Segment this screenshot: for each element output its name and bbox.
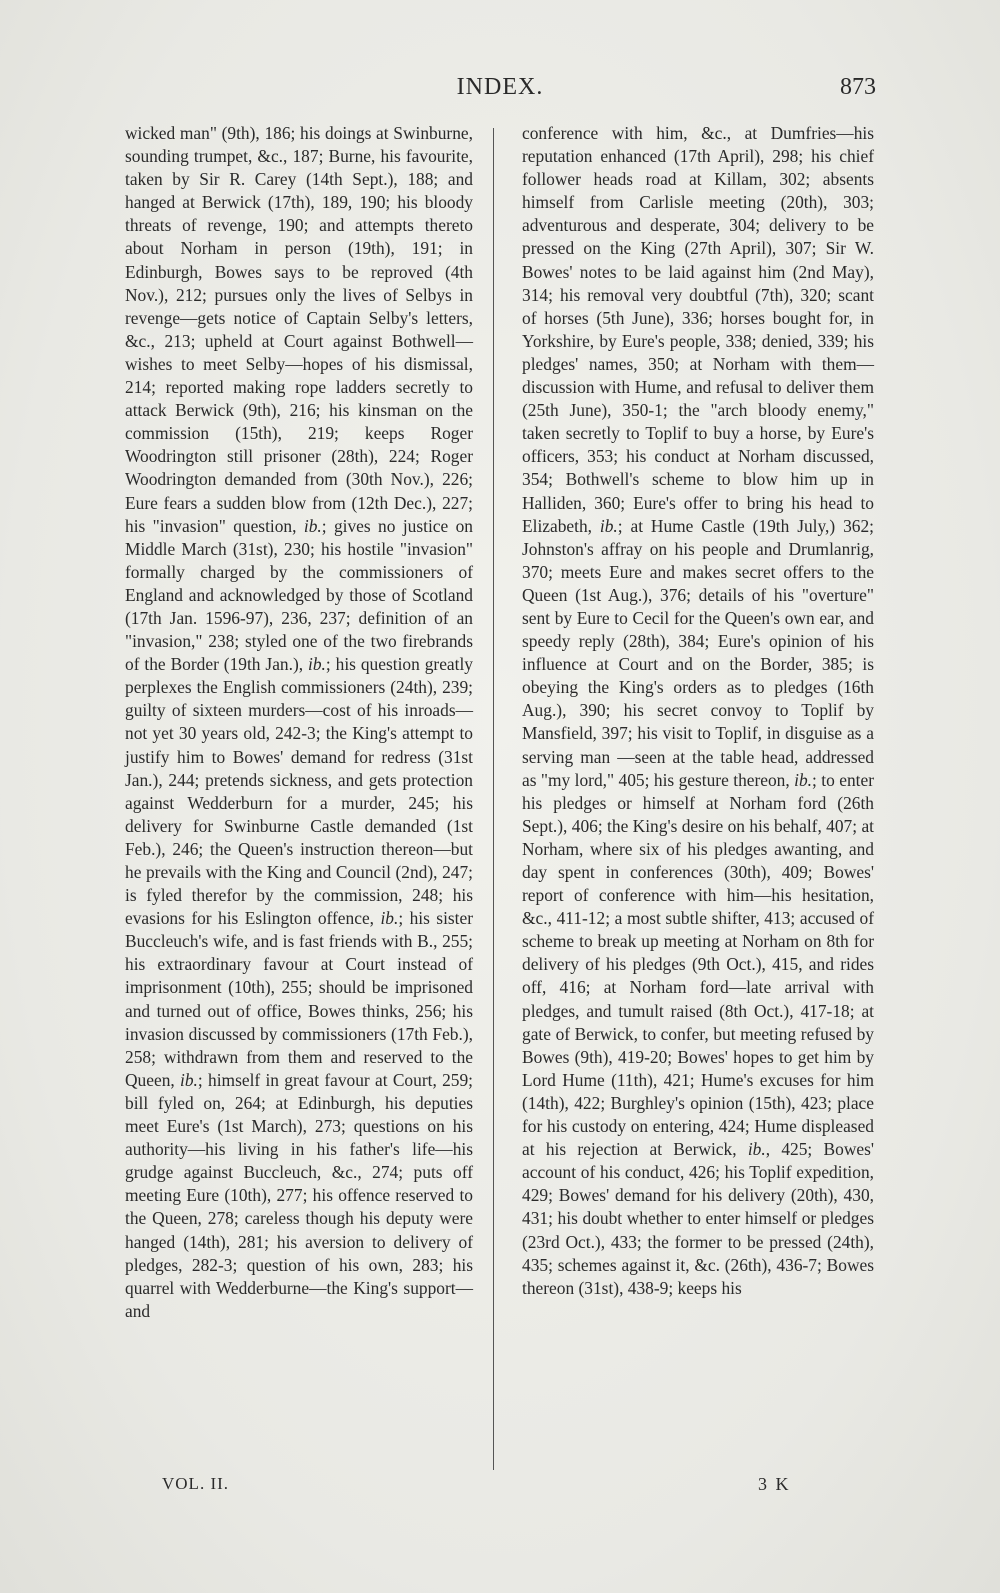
page-number: 873 bbox=[840, 74, 876, 100]
right-column-run: ; at Hume Castle (19th July,) 362; Johnston's affray on his people and Drumlanrig, 370; meets Eure and makes secret offers to the Queen (1st Aug.), 376; details of his "overture" sent by Eure to Cecil for the Queen's own ear, and speedy reply (28th), 384; Eure's opinion of his influence at Court and on the Border, 385; is obeying the King's orders as to pledges (16th Aug.), 390; his secret convoy to Toplif by Mansfield, 397; his visit to Toplif, in disguise as a serving man —seen at the table head, addressed as "my lord," 405; his gesture thereon, bbox=[522, 515, 874, 790]
right-column-run: conference with him, &c., at Dumfries—his reputation enhanced (17th April), 298; his chief follower heads road at Killam, 302; absents himself from Carlisle meeting (20th), 303; adventurous and desperate, 304; delivery to be pressed on the King (27th April), 307; Sir W. Bowes' notes to be laid against him (2nd May), 314; his removal very doubtful (7th), 320; scant of horses (5th June), 336; horses bought for, in Yorkshire, by Eure's people, 338; denied, 339; his pledges' names, 350; at Norham with them—discussion with Hume, and refusal to deliver them (25th June), 350-1; the "arch bloody enemy," taken secretly to Toplif to buy a horse, by Eure's officers, 353; his conduct at Norham discussed, 354; Bothwell's scheme to blow him up in Halliden, 360; Eure's offer to bring his head to Elizabeth, bbox=[522, 123, 874, 536]
volume-label: VOL. II. bbox=[162, 1474, 230, 1493]
left-column-run: ; himself in great favour at Court, 259; bill fyled on, 264; at Edinburgh, his deputies meet Eure's (1st March), 273; questions on his authority—his living in his father's life—his grudge against Buccleuch, &c., 274; puts off meeting Eure (10th), 277; his offence reserved to the Queen, 278; careless though his deputy were hanged (14th), 281; his aversion to delivery of pledges, 282-3; question of his own, 283; his quarrel with Wedderburne—the King's support—and bbox=[125, 1069, 473, 1321]
left-column-run: ib. bbox=[303, 515, 322, 536]
left-column-run: ; his question greatly perplexes the English commissioners (24th), 239; guilty of sixteen murders—cost of his inroads—not yet 30 years old, 242-3; the King's attempt to justify him to Bowes' demand for redress (31st Jan.), 244; pretends sickness, and gets protection against Wedderburn for a murder, 245; his delivery for Swinburne Castle demanded (1st Feb.), 246; the Queen's instruction thereon—but he prevails with the King and Council (2nd), 247; is fyled therefor by the commission, 248; his evasions for his Eslington offence, bbox=[125, 654, 473, 929]
right-column bbox=[522, 122, 874, 1300]
page-title: INDEX. bbox=[456, 74, 544, 100]
left-column-run: ib. bbox=[308, 654, 326, 675]
right-column-run: ib. bbox=[747, 1139, 766, 1160]
right-column-run: ib. bbox=[794, 769, 813, 790]
left-column-run: ib. bbox=[380, 908, 399, 929]
left-column-run: ; gives no justice on Middle March (31st), 230; his hostile "invasion" formally charged by the commissioners of England and acknowledged by those of Scotland (17th Jan. 1596-97), 236, 237; definition of an "invasion," 238; styled one of the two firebrands of the Border (19th Jan.), bbox=[125, 515, 473, 675]
right-column-run: ; to enter his pledges or himself at Norham ford (26th Sept.), 406; the King's desire on his behalf, 407; at Norham, where six of his pledges awanting, and day spent in conferences (30th), 409; Bowes' report of conference with him—his hesitation, &c., 411-12; a most subtle shifter, 413; accused of scheme to break up meeting at Norham on 8th for delivery of his pledges (9th Oct.), 415, and rides off, 416; at Norham ford—late arrival with pledges, and tumult raised (8th Oct.), 417-18; at gate of Berwick, to confer, but meeting refused by Bowes (9th), 419-20; Bowes' hopes to get him by Lord Hume (11th), 421; Hume's excuses for him (14th), 422; Burghley's opinion (15th), 423; place for his custody on entering, 424; Hume displeased at his rejection at Berwick, bbox=[522, 769, 874, 1160]
left-column-run: ib. bbox=[180, 1069, 198, 1090]
left-column bbox=[125, 122, 473, 1323]
right-column-run: ib. bbox=[599, 515, 618, 536]
column-divider bbox=[493, 128, 494, 1470]
right-column-run: , 425; Bowes' account of his conduct, 426; his Toplif expedition, 429; Bowes' demand for his delivery (20th), 430, 431; his doubt whether to enter himself or pledges (23rd Oct.), 433; the former to be pressed (24th), 435; schemes against it, &c. (26th), 436-7; Bowes thereon (31st), 438-9; keeps his bbox=[522, 1139, 874, 1298]
left-column-run: wicked man" (9th), 186; his doings at Swinburne, sounding trumpet, &c., 187; Burne, his favourite, taken by Sir R. Carey (14th Sept.), 188; and hanged at Berwick (17th), 189, 190; his bloody threats of revenge, 190; and attempts thereto about Norham in person (19th), 191; in Edinburgh, Bowes says to be reproved (4th Nov.), 212; pursues only the lives of Selbys in revenge—gets notice of Captain Selby's letters, &c., 213; upheld at Court against Bothwell—wishes to meet Selby—hopes of his dismissal, 214; reported making rope ladders secretly to attack Berwick (9th), 216; his kinsman on the commission (15th), 219; keeps Roger Woodrington still prisoner (28th), 224; Roger Woodrington demanded from (30th Nov.), 226; Eure fears a sudden blow from (12th Dec.), 227; his "invasion" question, bbox=[125, 123, 473, 536]
left-column-run: ; his sister Buccleuch's wife, and is fast friends with B., 255; his extraordinary favour at Court instead of imprisonment (10th), 255; should be imprisoned and turned out of office, Bowes thinks, 256; his invasion discussed by commissioners (17th Feb.), 258; withdrawn from them and reserved to the Queen, bbox=[125, 908, 474, 1090]
signature-mark: 3 K bbox=[758, 1474, 791, 1494]
